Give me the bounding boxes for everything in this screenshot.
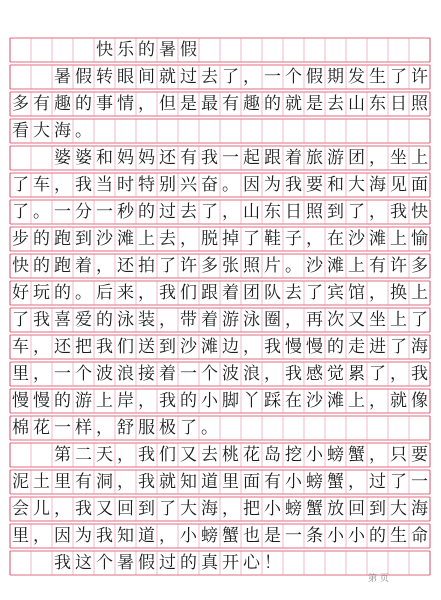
essay-title: 快 乐 的 暑 假	[96, 40, 197, 60]
essay-line: 看 大 海 。	[12, 121, 92, 141]
essay-line: 了 我 喜 爱 的 泳 装 ， 带 着 游 泳 圈 ， 再 次 又 坐 上 了	[12, 310, 428, 330]
essay-line: 了 。 一 分 一 秒 的 过 去 了 ， 山 东 日 照 到 了 ， 我 快	[12, 202, 428, 222]
page-number-label: 第 页	[368, 574, 389, 584]
essay-line: 步 的 跑 到 沙 滩 上 去 ， 脱 掉 了 鞋 子 ， 在 沙 滩 上 愉	[12, 229, 428, 249]
essay-line: 会 儿 ， 我 又 回 到 了 大 海 ， 把 小 螃 蟹 放 回 到 大 海	[12, 499, 428, 519]
essay-line: 慢 慢 的 游 上 岸 ， 我 的 小 脚 丫 踩 在 沙 滩 上 ， 就 像	[12, 391, 428, 411]
essay-line: 第 二 天 ， 我 们 又 去 桃 花 岛 挖 小 螃 蟹 ， 只 要	[54, 445, 428, 465]
essay-line: 了 车 ， 我 当 时 特 别 兴 奋 。 因 为 我 要 和 大 海 见 面	[12, 175, 428, 195]
essay-line: 快 的 跑 着 ， 还 拍 了 许 多 张 照 片 。 沙 滩 上 有 许 多	[12, 256, 428, 276]
essay-line: 好 玩 的 。 后 来 ， 我 们 跟 着 团 队 去 了 宾 馆 ， 换 上	[12, 283, 428, 303]
essay-line: 车 ， 还 把 我 们 送 到 沙 滩 边 ， 我 慢 慢 的 走 进 了 海	[12, 337, 428, 357]
essay-line: 婆 婆 和 妈 妈 还 有 我 一 起 跟 着 旅 游 团 ， 坐 上	[54, 148, 428, 168]
essay-line: 里 ， 一 个 波 浪 接 着 一 个 波 浪 ， 我 感 觉 累 了 ， 我	[12, 364, 428, 384]
essay-line: 泥 土 里 有 洞 ， 我 就 知 道 里 面 有 小 螃 蟹 ， 过 了 一	[12, 472, 428, 492]
essay-line: 棉 花 一 样 ， 舒 服 极 了 。	[12, 418, 218, 438]
essay-line: 我 这 个 暑 假 过 的 真 开 心 ！	[54, 553, 281, 573]
essay-line: 多 有 趣 的 事 情 ， 但 是 最 有 趣 的 就 是 去 山 东 日 照	[12, 94, 428, 114]
essay-line: 里 ， 因 为 我 知 道 ， 小 螃 蟹 也 是 一 条 小 小 的 生 命	[12, 526, 428, 546]
essay-line: 暑 假 转 眼 间 就 过 去 了 ， 一 个 假 期 发 生 了 许	[54, 67, 428, 87]
